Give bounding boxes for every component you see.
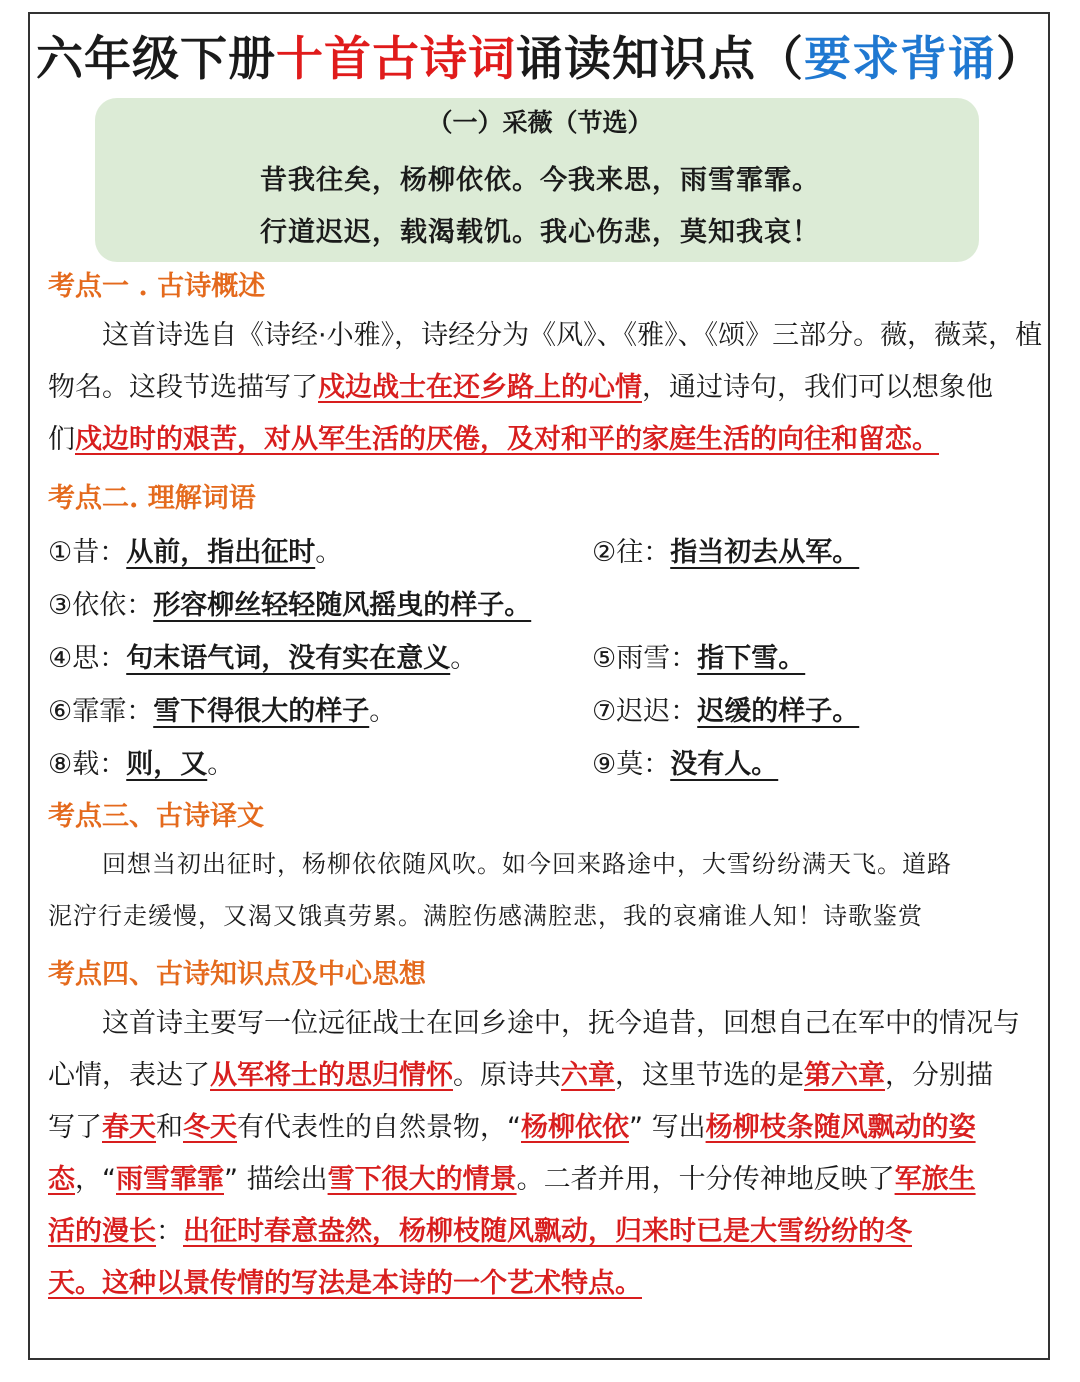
word-definition: 没有人。 bbox=[670, 749, 779, 780]
highlight-text: 雨雪霏霏 bbox=[116, 1164, 224, 1195]
title-highlight: 十首古诗词 bbox=[276, 32, 516, 87]
word-item: ⑧载：则，又。 bbox=[48, 749, 235, 780]
highlight-text: 出征时春意盎然，杨柳枝随风飘动，归来时已是大雪纷纷的冬 bbox=[183, 1216, 912, 1247]
translation-line: 泥泞行走缓慢，又渴又饿真劳累。满腔伤感满腔悲，我的哀痛谁人知！诗歌鉴赏 bbox=[48, 902, 923, 930]
highlight-text: 戍边战士在还乡路上的心情 bbox=[318, 372, 642, 403]
word-definition: 句末语气词，没有实在意义 bbox=[126, 643, 451, 674]
highlight-text: 雪下很大的情景 bbox=[327, 1164, 517, 1195]
word-item: ⑥霏霏：雪下得很大的样子。 bbox=[48, 696, 397, 727]
word-definition: 形容柳丝轻轻随风摇曳的样子。 bbox=[153, 590, 532, 621]
word-definition: 则，又 bbox=[126, 749, 208, 780]
word-definition: 雪下得很大的样子 bbox=[153, 696, 370, 727]
title-paren-close: ） bbox=[996, 32, 1044, 87]
theme-line bbox=[48, 1258, 1034, 1310]
word-definition: 从前，指出征时 bbox=[126, 537, 316, 568]
overview-line: 这首诗选自《诗经·小雅》，诗经分为《风》、《雅》、《颂》三部分。薇，薇菜，植 bbox=[102, 320, 1043, 351]
overview-line: 们戍边时的艰苦，对从军生活的厌倦，及对和平的家庭生活的向往和留恋。 bbox=[48, 424, 939, 455]
title-topic: 诵读知识点 bbox=[516, 32, 756, 87]
translation-line: 回想当初出征时，杨柳依依随风吹。如今回来路途中，大雪纷纷满天飞。道路 bbox=[102, 850, 952, 878]
overview-line: 物名。这段节选描写了戍边战士在还乡路上的心情，通过诗句，我们可以想象他 bbox=[48, 372, 993, 403]
highlight-text: 杨柳枝条随风飘动的姿 bbox=[705, 1112, 976, 1143]
theme-line: 活的漫长：出征时春意盎然，杨柳枝随风飘动，归来时已是大雪纷纷的冬 bbox=[48, 1216, 912, 1247]
theme-paragraph bbox=[48, 998, 1034, 1310]
highlight-text: 冬天 bbox=[183, 1112, 237, 1143]
word-definition: 指下雪。 bbox=[697, 643, 806, 674]
poem-line-2: 行道迟迟，载渴载饥。我心伤悲，莫知我哀！ bbox=[260, 217, 820, 248]
word-item: ⑤雨雪：指下雪。 bbox=[592, 643, 806, 674]
translation-paragraph bbox=[48, 838, 1034, 942]
highlight-text: 春天 bbox=[102, 1112, 156, 1143]
highlight-text: 戍边时的艰苦，对从军生活的厌倦，及对和平的家庭生活的向往和留恋。 bbox=[75, 424, 939, 455]
word-definition: 指当初去从军。 bbox=[670, 537, 860, 568]
word-item: ②往：指当初去从军。 bbox=[592, 537, 860, 568]
word-item: ①昔：从前，指出征时。 bbox=[48, 537, 343, 568]
title-paren-open: （ bbox=[756, 32, 804, 87]
title-grade: 六年级下册 bbox=[36, 32, 276, 87]
section-heading-3: 考点三、古诗译文 bbox=[48, 801, 264, 832]
word-definition: 迟缓的样子。 bbox=[697, 696, 860, 727]
highlight-text: 活的漫长 bbox=[48, 1216, 156, 1247]
highlight-text: 杨柳依依 bbox=[521, 1112, 629, 1143]
title-requirement: 要求背诵 bbox=[804, 32, 996, 87]
theme-line: 态，“雨雪霏霏” 描绘出雪下很大的情景。二者并用，十分传神地反映了军旅生 bbox=[48, 1164, 976, 1195]
theme-line: 写了春天和冬天有代表性的自然景物，“杨柳依依” 写出杨柳枝条随风飘动的姿 bbox=[48, 1112, 976, 1143]
section-heading-2: 考点二. 理解词语 bbox=[48, 483, 256, 514]
highlight-text: 六章 bbox=[561, 1060, 615, 1091]
highlight-text: 第六章 bbox=[804, 1060, 885, 1091]
theme-line: 心情，表达了从军将士的思归情怀。原诗共六章，这里节选的是第六章，分别描 bbox=[48, 1060, 993, 1091]
overview-paragraph bbox=[48, 310, 1043, 466]
section-heading-4: 考点四、古诗知识点及中心思想 bbox=[48, 959, 426, 990]
theme-line: 这首诗主要写一位远征战士在回乡途中，抚今追昔，回想自己在军中的情况与 bbox=[102, 1008, 1020, 1039]
highlight-text: 天。这种以景传情的写法是本诗的一个艺术特点。 bbox=[48, 1268, 642, 1299]
poem-title: （一）采薇（节选） bbox=[427, 108, 653, 137]
highlight-text: 态 bbox=[48, 1164, 75, 1195]
highlight-text: 军旅生 bbox=[894, 1164, 976, 1195]
word-item: ⑦迟迟：迟缓的样子。 bbox=[592, 696, 860, 727]
word-item: ③依依：形容柳丝轻轻随风摇曳的样子。 bbox=[48, 590, 532, 621]
section-heading-1: 考点一 . 古诗概述 bbox=[48, 271, 266, 302]
highlight-text: 从军将士的思归情怀 bbox=[210, 1060, 453, 1091]
word-item: ⑨莫：没有人。 bbox=[592, 749, 779, 780]
page-title bbox=[0, 22, 1080, 89]
poem-line-1: 昔我往矣，杨柳依依。今我来思，雨雪霏霏。 bbox=[260, 165, 820, 196]
word-item: ④思：句末语气词，没有实在意义。 bbox=[48, 643, 478, 674]
